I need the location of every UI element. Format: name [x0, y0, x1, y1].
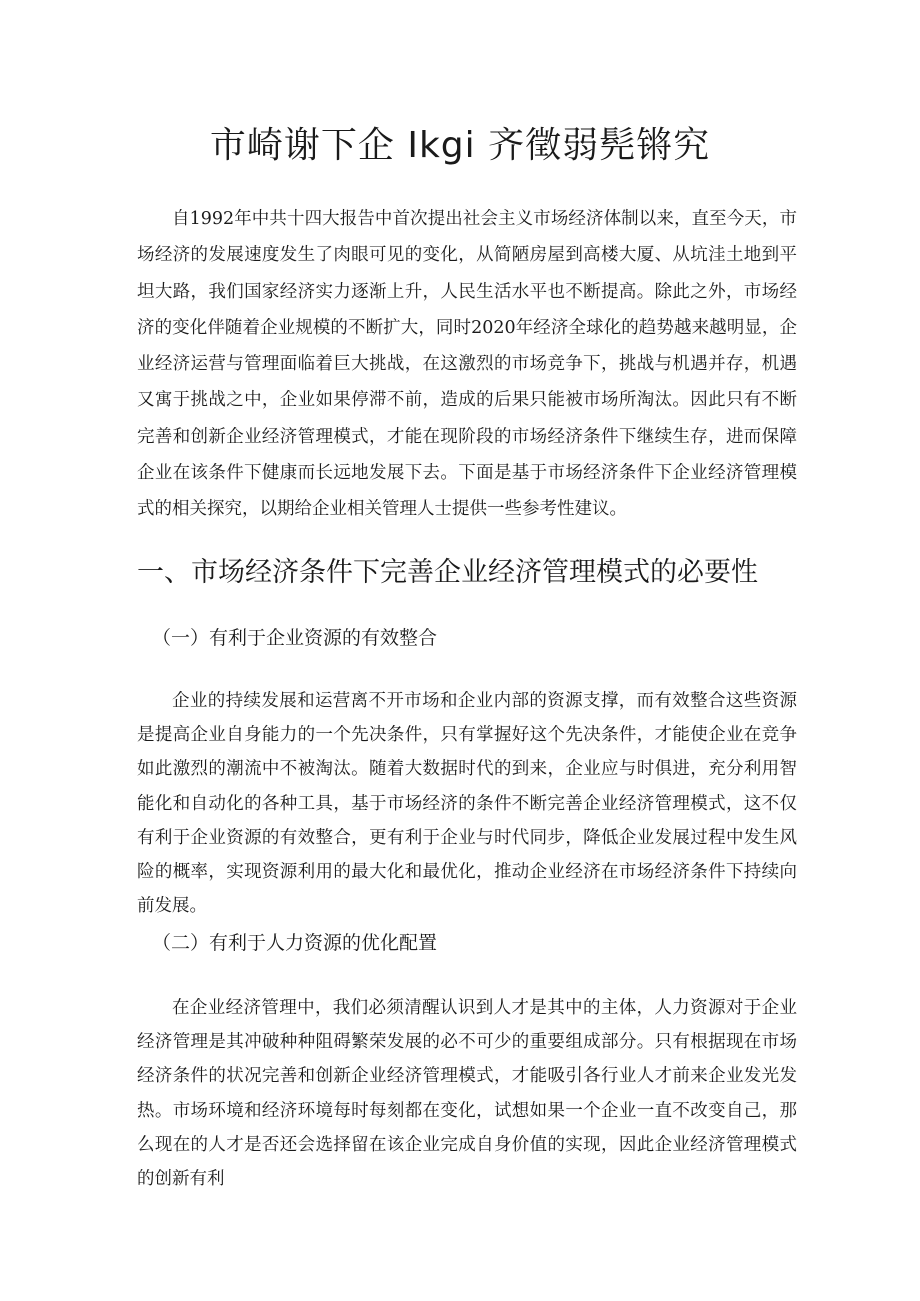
subsection-paragraph-1: 企业的持续发展和运营离不开市场和企业内部的资源支撑，而有效整合这些资源是提高企业自身能力的一个先决条件，只有掌握好这个先决条件，才能使企业在竞争如此激烈的潮流中不被淘汰。随着大数据时代的到来，企业应与时俱进，充分利用智能化和自动化的各种工具，基于市场经济的条件不断完善企业经济管理模式，这不仅有利于企业资源的有效整合，更有利于企业与时代同步，降低企业发展过程中发生风险的概率，实现资源利用的最大化和最优化，推动企业经济在市场经济条件下持续向前发展。: [137, 691, 797, 917]
section-heading: 一、市场经济条件下完善企业经济管理模式的必要性: [137, 557, 758, 588]
subsection-heading-2: （二）有利于人力资源的优化配置: [152, 932, 438, 954]
subsection-heading-1: （一）有利于企业资源的有效整合: [152, 627, 438, 649]
subsection-paragraph-2: 在企业经济管理中，我们必须清醒认识到人才是其中的主体，人力资源对于企业经济管理是其冲破种种阻碍繁荣发展的必不可少的重要组成部分。只有根据现在市场经济条件的状况完善和创新企业经济管理模式，才能吸引各行业人才前来企业发光发热。市场环境和经济环境每时每刻都在变化，试想如果一个企业一直不改变自己，那么现在的人才是否还会选择留在该企业完成自身价值的实现，因此企业经济管理模式的创新有利: [137, 998, 797, 1190]
document-title: 市崎谢下企 Ikgi 齐徵弱髡锵究: [209, 125, 711, 166]
intro-paragraph: 自1992年中共十四大报告中首次提出社会主义市场经济体制以来，直至今天，市场经济的发展速度发生了肉眼可见的变化，从简陋房屋到高楼大厦、从坑洼土地到平坦大路，我们国家经济实力逐渐上升，人民生活水平也不断提高。除此之外，市场经济的变化伴随着企业规模的不断扩大，同时2020年经济全球化的趋势越来越明显，企业经济运营与管理面临着巨大挑战，在这激烈的市场竞争下，挑战与机遇并存，机遇又寓于挑战之中，企业如果停滞不前，造成的后果只能被市场所淘汰。因此只有不断完善和创新企业经济管理模式，才能在现阶段的市场经济条件下继续生存，进而保障企业在该条件下健康而长远地发展下去。下面是基于市场经济条件下企业经济管理模式的相关探究，以期给企业相关管理人士提供一些参考性建议。: [137, 209, 797, 520]
